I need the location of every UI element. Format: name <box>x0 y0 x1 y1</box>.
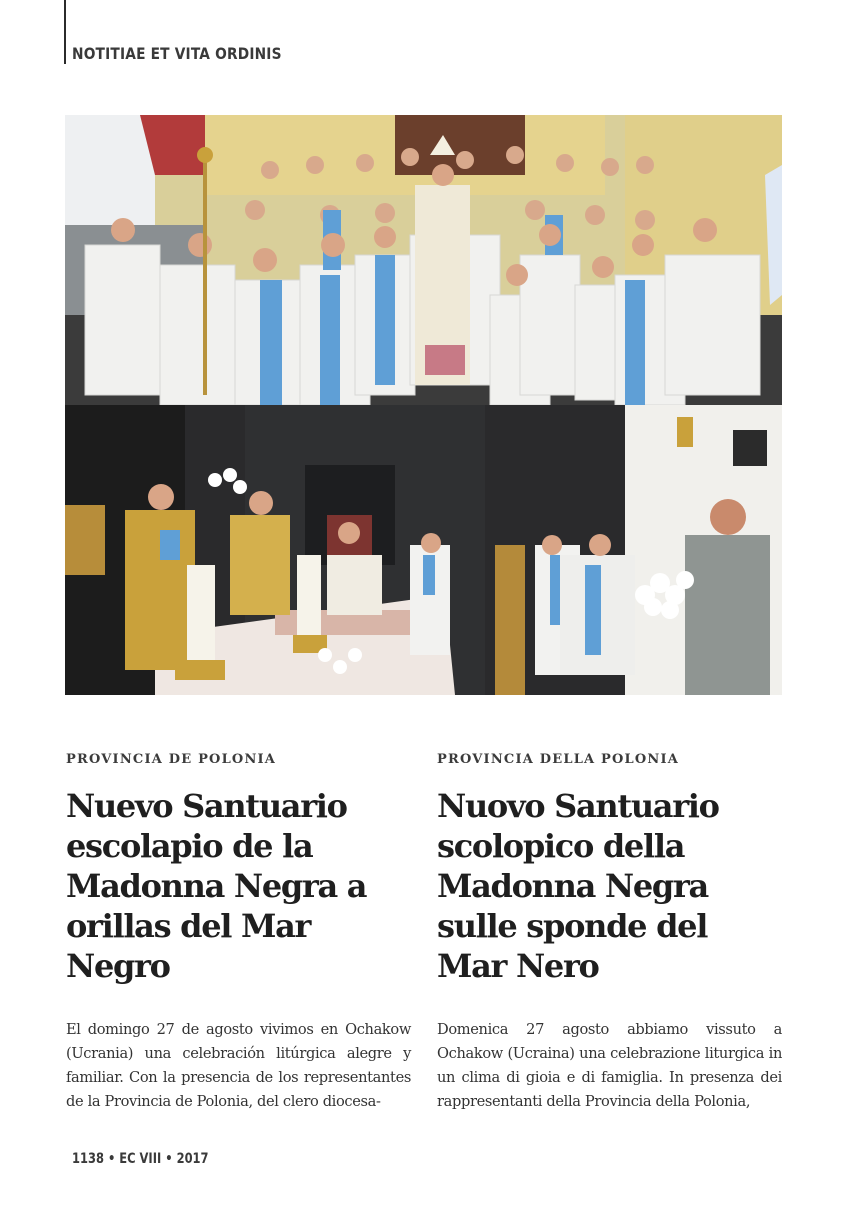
liturgy-photo <box>65 405 782 695</box>
kicker-es: PROVINCIA DE POLONIA <box>66 752 277 767</box>
header-rule <box>64 0 66 64</box>
title-it: Nuovo Santuario scolopico della Madonna Negra sulle sponde del Mar Nero <box>437 787 719 985</box>
body-it: Domenica 27 agosto abbiamo vissuto a Ochakow (Ucraina) una celebrazione liturgica in un clima di gioia e di famiglia. In presenza dei rappresentanti della Provincia della Polonia, <box>437 1021 782 1110</box>
group-photo <box>65 115 782 405</box>
article-it <box>437 752 787 986</box>
kicker-it: PROVINCIA DELLA POLONIA <box>437 752 680 767</box>
title-es: Nuevo Santuario escolapio de la Madonna Negra a orillas del Mar Negro <box>66 787 367 985</box>
page-footer: 1138 • EC VIII • 2017 <box>72 1151 209 1167</box>
article-es <box>66 752 416 986</box>
body-es: El domingo 27 de agosto vivimos en Ochakow (Ucrania) una celebración litúrgica alegre y familiar. Con la presencia de los representantes de la Provincia de Polonia, del clero diocesa- <box>66 1021 411 1110</box>
section-header: NOTITIAE ET VITA ORDINIS <box>72 44 282 63</box>
